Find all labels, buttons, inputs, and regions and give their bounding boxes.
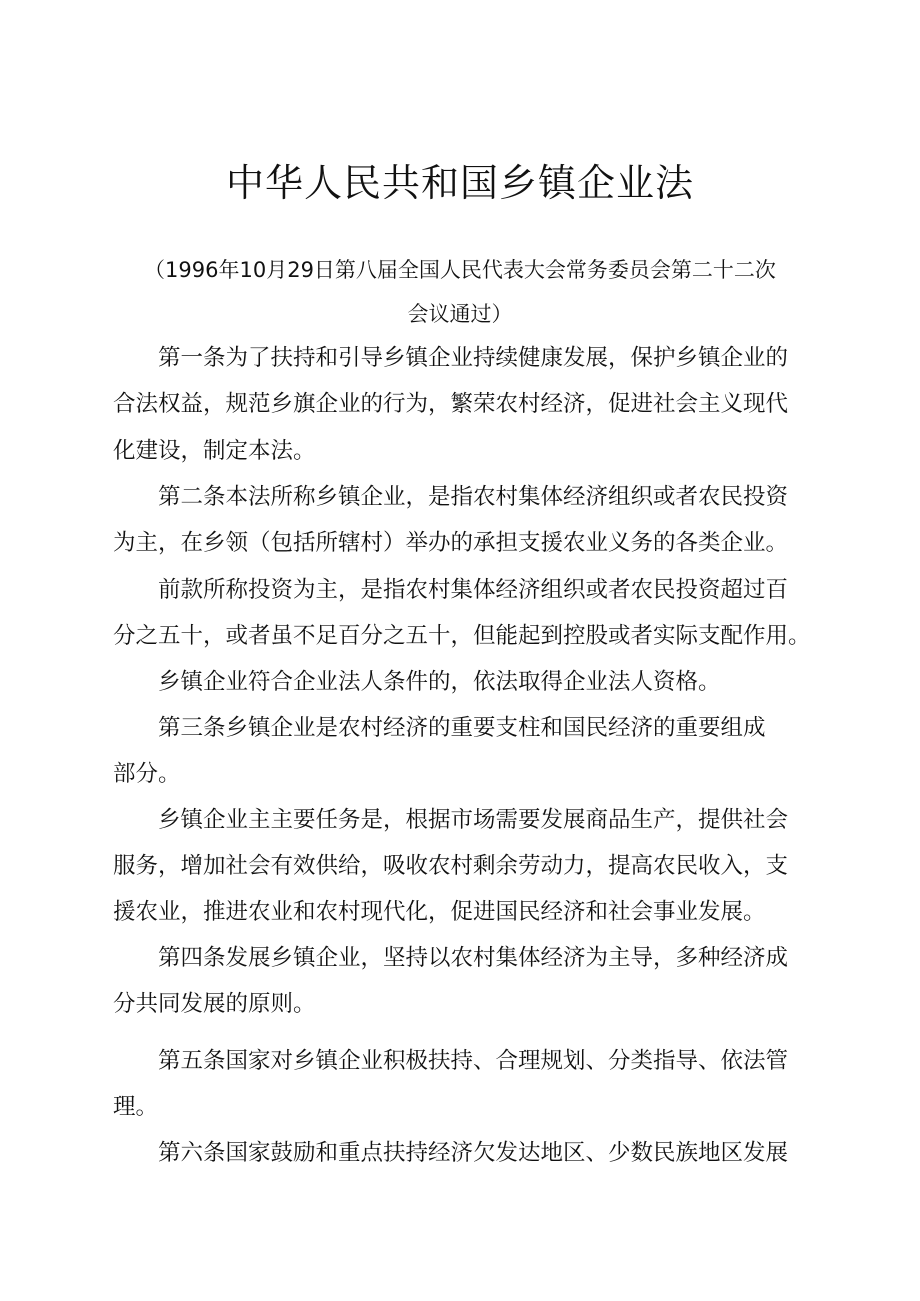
article-4-line-1: 第四条发展乡镇企业，坚持以农村集体经济为主导，多种经济成 (158, 945, 789, 971)
article-1-line-2: 合法权益，规范乡旗企业的行为，繁荣农村经济，促进社会主义现代 (113, 391, 789, 417)
subtitle-line-2: 会议通过） (407, 302, 513, 326)
article-2-line-1: 第二条本法所称乡镇企业，是指农村集体经济组织或者农民投资 (158, 484, 789, 510)
article-3-para-2-line-2: 服务，增加社会有效供给，吸收农村剩余劳动力，提高农民收入，支 (113, 853, 789, 879)
subtitle-line-1: （1996年10月29日第八届全国人民代表大会常务委员会第二十二次 (144, 258, 776, 282)
article-2-para-2-line-2: 分之五十，或者虽不足百分之五十，但能起到控股或者实际支配作用。 (113, 623, 811, 649)
article-2-line-2: 为主，在乡领（包括所辖村）举办的承担支援农业义务的各类企业。 (113, 530, 789, 556)
article-5-line-1: 第五条国家对乡镇企业积极扶持、合理规划、分类指导、依法管 (158, 1048, 789, 1074)
document-title: 中华人民共和国乡镇企业法 (225, 161, 694, 205)
article-2-para-2-line-1: 前款所称投资为主，是指农村集体经济组织或者农民投资超过百 (158, 577, 789, 603)
article-6-line-1: 第六条国家鼓励和重点扶持经济欠发达地区、少数民族地区发展 (158, 1140, 789, 1166)
article-3-line-2: 部分。 (113, 761, 181, 787)
article-5-line-2: 理。 (113, 1094, 159, 1120)
article-2-para-3: 乡镇企业符合企业法人条件的，依法取得企业法人资格。 (158, 669, 721, 695)
article-3-para-2-line-3: 援农业，推进农业和农村现代化，促进国民经济和社会事业发展。 (113, 899, 766, 925)
article-3-para-2-line-1: 乡镇企业主主要任务是，根据市场需要发展商品生产，提供社会 (158, 807, 789, 833)
article-3-line-1: 第三条乡镇企业是农村经济的重要支柱和国民经济的重要组成 (158, 715, 766, 741)
article-1-line-1: 第一条为了扶持和引导乡镇企业持续健康发展，保护乡镇企业的 (158, 345, 789, 371)
article-1-line-3: 化建设，制定本法。 (113, 438, 316, 464)
article-4-line-2: 分共同发展的原则。 (113, 991, 316, 1017)
